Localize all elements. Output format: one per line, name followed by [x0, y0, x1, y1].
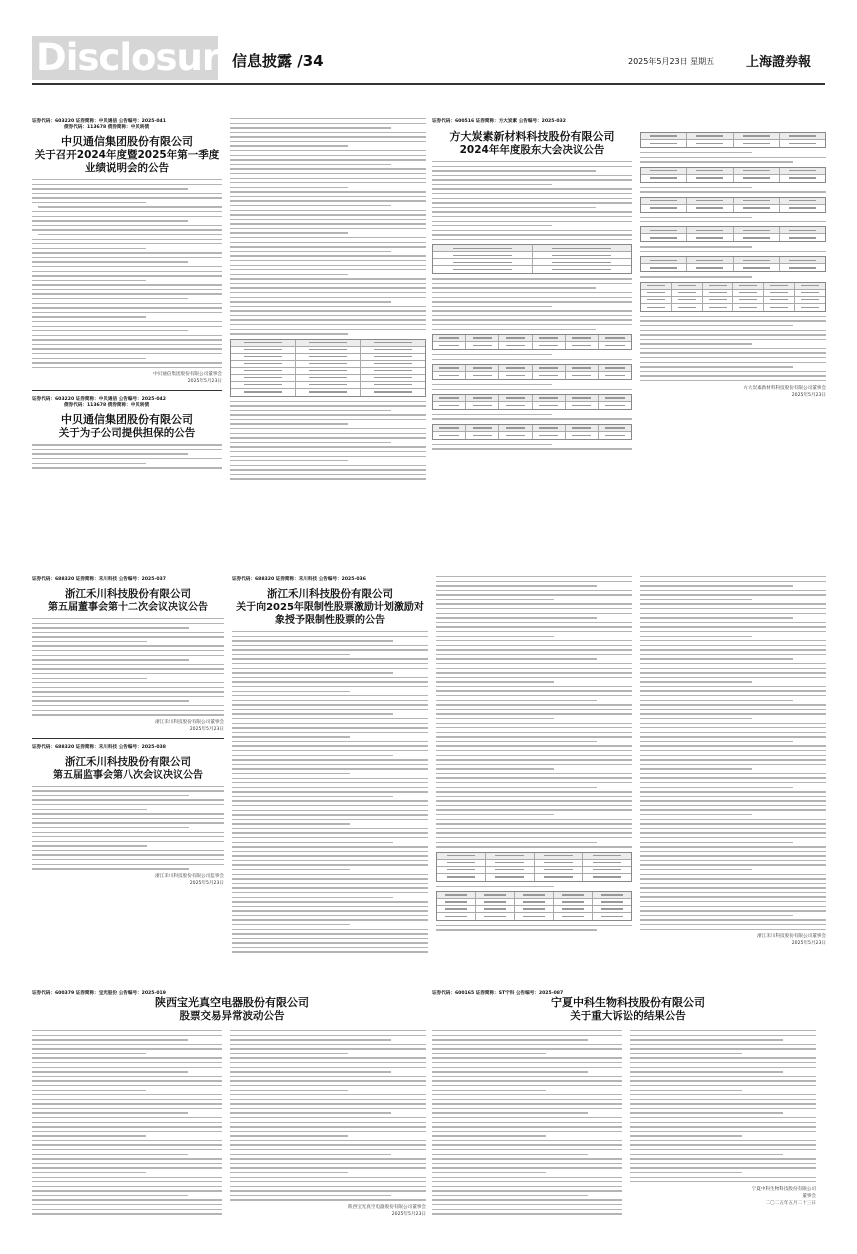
disclosure-banner: [32, 36, 244, 80]
body-text-right-4: [640, 246, 826, 252]
body-text-column-2c: [436, 925, 632, 931]
signature-block-2: 浙江禾川科技股份有限公司监事会 2025年5月23日: [155, 873, 224, 886]
announcement-title: 关于召开2024年度暨2025年第一季度业绩说明会的公告: [34, 149, 220, 174]
voting-table-2: [432, 334, 632, 350]
announcement-title: 股票交易异常波动公告: [179, 1010, 285, 1022]
company-name: 浙江禾川科技股份有限公司: [65, 588, 191, 600]
company-name: 中贝通信集团股份有限公司: [61, 135, 193, 148]
signature-block: 浙江禾川科技股份有限公司董事会 2025年5月23日: [757, 934, 826, 947]
stock-code-line-2: 证券代码：688320 证券简称：禾川科技 公告编号：2025-038: [32, 744, 166, 750]
announcement-fangda: [432, 118, 826, 548]
body-text: [232, 631, 428, 956]
body-text-2: [32, 444, 222, 468]
company-name: 宁夏中科生物科技股份有限公司: [551, 996, 705, 1009]
body-text-2: [432, 278, 632, 330]
brand-text: Disclosure: [36, 36, 244, 79]
stock-code-line: 证券代码：600516 证券简称：方大炭素 公告编号：2025-032: [432, 119, 566, 124]
announcement-title: 2024年年度股东大会决议公告: [459, 144, 605, 156]
stock-code-line: 证券代码：688320 证券简称：禾川科技 公告编号：2025-036: [232, 577, 366, 582]
company-name: 方大炭素新材料科技股份有限公司: [449, 130, 615, 143]
voting-table-right-2: [640, 167, 826, 183]
bond-code-line: 债券代码：113678 债券简称：中贝转债: [64, 125, 150, 130]
page-header: [0, 0, 857, 100]
announcement-title: 关于向2025年限制性股票激励计划激励对象授予限制性股票的公告: [236, 602, 424, 626]
announcement-title-2: 第五届监事会第八次会议决议公告: [53, 769, 203, 781]
announcement-divider: [32, 738, 224, 739]
company-name: 浙江禾川科技股份有限公司: [267, 588, 393, 600]
body-text-3: [432, 354, 632, 360]
signature-block: 宁夏中科生物科技股份有限公司 董事会 二〇二五年五月二十三日: [751, 1186, 816, 1206]
voting-table-right-3: [640, 197, 826, 213]
signature-block: 浙江禾川科技股份有限公司董事会 2025年5月23日: [155, 719, 224, 732]
stock-code-line: 证券代码：688320 证券简称：禾川科技 公告编号：2025-037: [32, 577, 166, 582]
body-text: [432, 161, 632, 240]
body-text-column-2: [230, 1030, 426, 1201]
body-text-column-2b: [230, 401, 426, 480]
body-text-column-3: [640, 576, 826, 930]
header-divider: [32, 83, 825, 85]
announcement-title: 关于重大诉讼的结果公告: [570, 1010, 686, 1022]
body-text-right-2: [640, 187, 826, 193]
body-text-2: [32, 786, 224, 870]
body-text-4: [432, 384, 632, 390]
voting-table-right-4: [640, 226, 826, 242]
voting-table-5: [432, 424, 632, 440]
body-text-6: [432, 444, 632, 450]
body-text-column-2: [436, 576, 632, 848]
stock-code-line: 证券代码：603220 证券简称：中贝通信 公告编号：2025-041: [32, 119, 166, 124]
grant-table-2: [436, 891, 632, 921]
signature-block: 陕西宝光真空电器股份有限公司董事会 2025年5月23日: [347, 1204, 426, 1217]
stock-code-line: 证券代码：600165 证券简称：ST宁科 公告编号：2025-087: [432, 991, 564, 996]
voting-table-4: [432, 394, 632, 410]
body-text-5: [432, 414, 632, 420]
body-text-column-2b: [436, 886, 632, 887]
stock-code-line: 证券代码：600379 证券简称：宝光股份 公告编号：2025-019: [32, 991, 166, 996]
body-text-right-3: [640, 217, 826, 223]
announcement-title: 第五届董事会第十二次会议决议公告: [48, 602, 208, 613]
company-name: 陕西宝光真空电器股份有限公司: [155, 996, 309, 1009]
announcement-hechuan-incentive: [232, 576, 826, 956]
body-text: [432, 1030, 622, 1215]
body-text-column-2: [230, 118, 426, 335]
financial-table: [230, 339, 426, 397]
company-name-2: 中贝通信集团股份有限公司: [61, 413, 193, 427]
body-text-right-5: [640, 276, 826, 277]
signature-block: 方大炭素新材料科技股份有限公司董事会 2025年5月23日: [743, 385, 826, 398]
announcement-divider: [32, 390, 222, 391]
announcement-baoguang: [32, 990, 428, 1225]
voting-table-right-6: [640, 282, 826, 312]
grant-table: [436, 852, 632, 882]
body-text-column-2: [630, 1030, 816, 1182]
announcement-zhongke: [432, 990, 826, 1225]
announcement-title-2: 关于为子公司提供担保的公告: [58, 427, 196, 440]
voting-table: [432, 244, 632, 274]
stock-code-line-2: 证券代码：603220 证券简称：中贝通信 公告编号：2025-042: [32, 397, 166, 403]
body-text-right: [640, 152, 826, 163]
voting-table-right: [640, 132, 826, 148]
announcement-zhongbei: [32, 118, 428, 548]
section-title: 信息披露 /34: [232, 52, 324, 70]
signature-block: 中贝通信集团股份有限公司董事会 2025年5月23日: [153, 372, 222, 385]
body-text: [32, 1030, 222, 1215]
voting-table-right-5: [640, 256, 826, 272]
newspaper-logo: 上海證券報: [746, 55, 812, 70]
issue-date: 2025年5月23日 星期五: [628, 57, 715, 66]
body-text: [32, 179, 222, 368]
bond-code-line-2: 债券代码：113678 债券简称：中贝转债: [64, 403, 150, 409]
body-text-right-6: [640, 316, 826, 381]
announcement-hechuan-board: [32, 576, 224, 956]
voting-table-3: [432, 364, 632, 380]
body-text: [32, 618, 224, 716]
company-name-2: 浙江禾川科技股份有限公司: [65, 755, 191, 768]
